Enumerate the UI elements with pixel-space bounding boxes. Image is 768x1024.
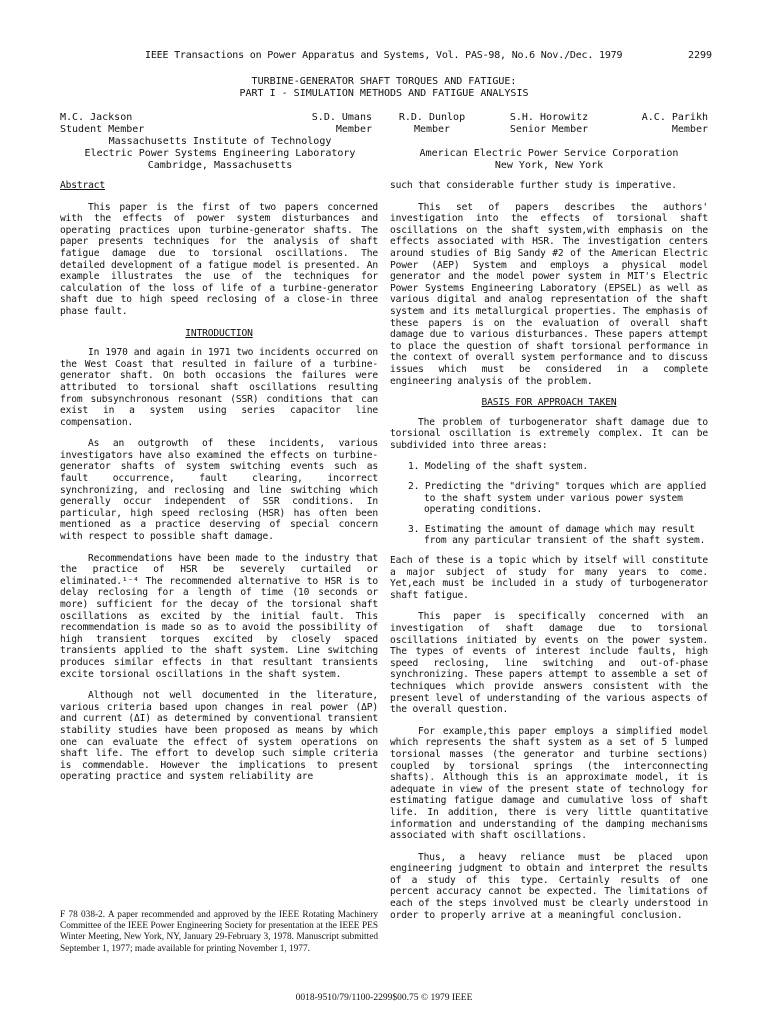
body-paragraph-1: This set of papers describes the authors' investigation into the effects of torsional shaft oscillations on the shaft system,with emphasis on the effects associated with HSR. The investigation centers around studies of Big Sandy #2 of the American Electric Power (AEP) System and employs a physical model generator and the model power system in MIT's Electric Power Systems Engineering Laboratory (EPSEL) as well as various digital and analog representation of the shaft system and its metallurgical properties. The emphasis of these papers is on the evaluation of overall shaft damage due to various disturbances. These papers attempt to place the question of shaft torsional performance in the context of overall system performance and to discuss issues which must be considered in a complete engineering analysis of the problem. xyxy=(390,201,708,387)
author-role: Student Member xyxy=(60,124,145,135)
author-5 xyxy=(624,112,708,136)
author-name: R.D. Dunlop xyxy=(398,112,466,123)
journal-header: IEEE Transactions on Power Apparatus and Systems, Vol. PAS-98, No.6 Nov./Dec. 1979 xyxy=(145,50,623,61)
author-role: Member xyxy=(671,124,708,135)
body-paragraph-4: This paper is specifically concerned with an investigation of shaft damage due to torsional oscillations initiated by events on the power system. The types of events of interest include faults, high speed reclosing, line switching and out-of-phase synchronizing. These papers attempt to assemble a set of techniques which provide answers consistent with the present level of understanding of the various aspects of the overall question. xyxy=(390,611,708,716)
body-paragraph-2: The problem of turbogenerator shaft damage due to torsional oscillation is extremely complex. It can be subdivided into three areas: xyxy=(390,416,708,451)
author-3 xyxy=(390,112,474,136)
list-item: 1. Modeling of the shaft system. xyxy=(408,461,589,473)
intro-paragraph-3: Recommendations have been made to the industry that the practice of HSR be severely curtailed or eliminated.¹⁻⁴ The recommended alternative to HSR is to delay reclosing for a length of time (10 seconds or more) sufficient for the decay of the torsional shaft oscillations as excited by the initial fault. This recommendation is made so as to avoid the possibility of high transient torques excited by closely spaced transients applied to the shaft system. Line switching produces similar effects in that resultant transients excite torsional oscillations in the shaft system. xyxy=(60,552,378,680)
right-column xyxy=(390,180,708,931)
author-1 xyxy=(60,112,144,136)
author-name: M.C. Jackson xyxy=(60,112,133,123)
author-name: S.D. Umans xyxy=(311,112,372,123)
author-name: S.H. Horowitz xyxy=(509,112,589,123)
author-2 xyxy=(276,112,372,136)
affiliation-line: American Electric Power Service Corporation xyxy=(419,148,679,159)
introduction-heading: INTRODUCTION xyxy=(185,327,253,339)
list-item: 3. Estimating the amount of damage which may result from any particular transient of the shaft system. xyxy=(408,523,706,547)
affiliation-line: Massachusetts Institute of Technology xyxy=(108,136,332,147)
title-line-1: TURBINE-GENERATOR SHAFT TORQUES AND FATIGUE: xyxy=(251,76,517,87)
body-paragraph-3: Each of these is a topic which by itself will constitute a major subject of study for many years to come. Yet,each must be included in a study of turbogenerator shaft fatigue. xyxy=(390,555,708,601)
title-line-2: PART I - SIMULATION METHODS AND FATIGUE ANALYSIS xyxy=(239,88,529,99)
author-name: A.C. Parikh xyxy=(641,112,708,123)
copyright-line: 0018-9510/79/1100-2299$00.75 © 1979 IEEE xyxy=(295,993,473,1003)
affiliation-mit xyxy=(60,136,380,172)
abstract-paragraph: This paper is the first of two papers concerned with the effects of power system disturbances and operating practices upon turbine-generator shafts. The paper presents techniques for the analysis of shaft fatigue damage due to torsional oscillations. The detailed development of a fatigue model is presented. An example illustrates the use of the techniques for calculation of the loss of life of a turbine-generator shaft due to high speed reclosing of a close-in three phase fault. xyxy=(60,201,378,317)
abstract-heading: Abstract xyxy=(60,180,106,191)
author-role: Member xyxy=(413,124,451,135)
author-role: Senior Member xyxy=(509,124,589,135)
affiliation-line: New York, New York xyxy=(494,160,604,171)
page-number: 2299 xyxy=(688,50,713,61)
footnote: F 78 038-2. A paper recommended and approved by the IEEE Rotating Machinery Committee of the IEEE Power Engineering Society for presentation at the IEEE PES Winter Meeting, New York, NY, January 29-February 3, 1978. Manuscript submitted September 1, 1977; made available for printing November 1, 1977. xyxy=(60,910,378,954)
list-item: 2. Predicting the "driving" torques which are applied to the shaft system under various power system operating conditions. xyxy=(408,481,707,516)
body-paragraph-5: For example,this paper employs a simplified model which represents the shaft system as a set of 5 lumped torsional masses (the generator and turbine sections) coupled by torsional springs (the interconnecting shafts). Although this is an approximate model, it is adequate in view of the present state of technology for estimating fatigue damage and cumulative loss of shaft life. In addition, there is very little quantitative information and understanding of the damping mechanisms associated with shaft oscillations. xyxy=(390,725,708,842)
affiliation-line: Cambridge, Massachusetts xyxy=(147,160,293,171)
body-paragraph-6: Thus, a heavy reliance must be placed upon engineering judgment to obtain and interpret the results of a study of this type. Certainly results of one percent accuracy cannot be expected. The limitations of each of the steps involved must be clearly understood in order to properly arrive at a meaningful conclusion. xyxy=(390,851,708,921)
continuation-paragraph: such that considerable further study is imperative. xyxy=(390,180,677,191)
affiliation-line: Electric Power Systems Engineering Laboratory xyxy=(84,148,356,159)
intro-paragraph-1: In 1970 and again in 1971 two incidents occurred on the West Coast that resulted in failure of a turbine-generator shaft. On both occasions the failures were attributed to torsional shaft oscillations resulting from subsynchronous resonant (SSR) conditions that can exist in a system using series capacitor line compensation. xyxy=(60,347,378,428)
left-column xyxy=(60,180,378,793)
intro-paragraph-4: Although not well documented in the literature, various criteria based upon changes in real power (ΔP) and current (ΔI) as determined by conventional transient stability studies have been proposed as means by which one can evaluate the effect of system operations on shaft life. The effort to develop such simple criteria is commendable. However the implications to present operating practice and system reliability are xyxy=(60,690,378,783)
paper-title xyxy=(60,76,708,100)
author-role: Member xyxy=(335,124,372,135)
intro-paragraph-2: As an outgrowth of these incidents, various investigators have also examined the effects on turbine-generator shafts of system switching events such as fault occurrence, fault clearing, incorrect synchronizing, and reclosing and line switching which generally occur independent of SSR conditions. In particular, high speed reclosing (HSR) has often been mentioned as a practice deserving of special concern with respect to possible shaft damage. xyxy=(60,438,378,543)
author-4 xyxy=(494,112,604,136)
basis-heading: BASIS FOR APPROACH TAKEN xyxy=(481,397,617,409)
affiliation-aep xyxy=(390,148,708,172)
